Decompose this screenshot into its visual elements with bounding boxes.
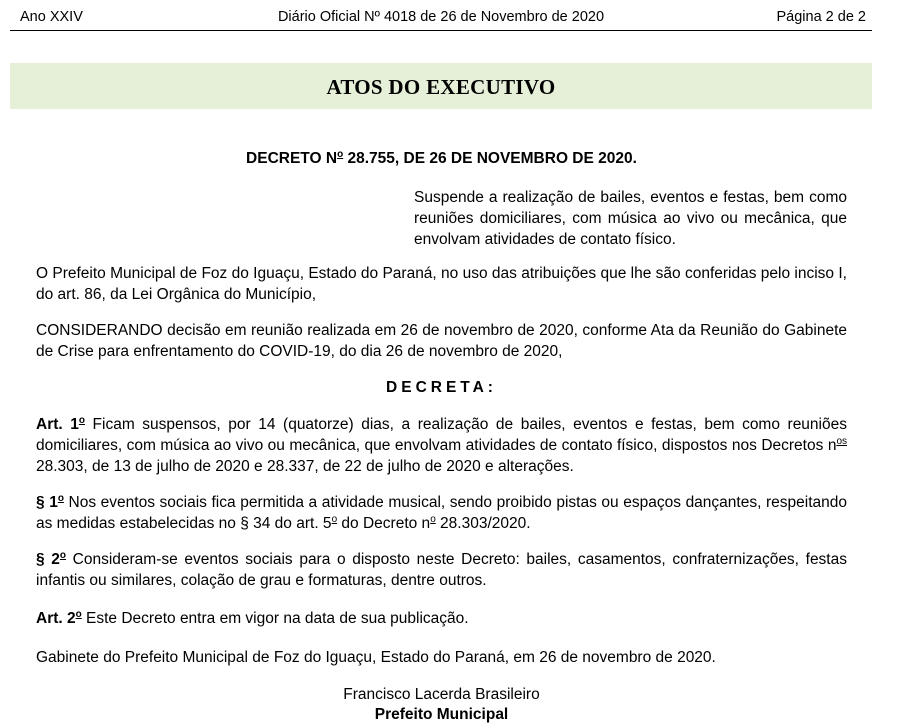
article-1-plural-ordinal: os [836, 436, 847, 447]
paragraph-1-text-a: Nos eventos sociais fica permitida a atividade musical, sendo proibido pistas ou espaços dançantes, respeitando as medidas estabelecidas no § 34 do art. 5 [36, 494, 847, 532]
article-1 [36, 414, 847, 477]
considerando-paragraph: CONSIDERANDO decisão em reunião realizada em 26 de novembro de 2020, conforme Ata da Reunião do Gabinete de Crise para enfrentamento do COVID-19, do dia 26 de novembro de 2020, [36, 322, 847, 360]
paragraph-1-ordinal-3: o [430, 514, 436, 525]
page-header [10, 4, 872, 31]
signatory-name: Francisco Lacerda Brasileiro [343, 686, 540, 703]
paragraph-2-text: Consideram-se eventos sociais para o disposto neste Decreto: bailes, casamentos, confraternizações, festas infantis ou similares, colação de grau e formaturas, dentre outros. [36, 551, 847, 589]
article-2-label: Art. 2$^o$ [36, 609, 82, 627]
header-page-number: Página 2 de 2 [776, 9, 866, 25]
article-1-text-b: 28.303, de 13 de julho de 2020 e 28.337, de 22 de julho de 2020 e alterações. [36, 458, 574, 475]
decree-title [36, 148, 847, 169]
signatory-role: Prefeito Municipal [374, 706, 509, 723]
article-1-label: Art. 1$^o$ [36, 415, 85, 433]
decree-title-prefix: DECRETO N [246, 150, 338, 167]
paragraph-2-label: § 2$^o$ [36, 550, 66, 568]
header-year: Ano XXIV [20, 9, 83, 25]
decree-title-suffix: 28.755, DE 26 DE NOVEMBRO DE 2020. [343, 150, 637, 167]
paragraph-1-text-b: do Decreto n [337, 515, 431, 532]
paragraph-1-ordinal-2: o [331, 514, 338, 525]
paragraph-1-label: § 1$^o$ [36, 493, 64, 511]
paragraph-1 [36, 492, 847, 534]
section-banner: ATOS DO EXECUTIVO [10, 63, 872, 109]
paragraph-2 [36, 549, 847, 591]
decree-title-ordinal: o [337, 149, 344, 160]
paragraph-1-text-c: 28.303/2020. [435, 515, 531, 532]
decreta-heading: DECRETA: [386, 379, 497, 396]
article-2 [36, 608, 847, 629]
header-issue: Diário Oficial Nº 4018 de 26 de Novembro de 2020 [277, 9, 605, 25]
article-2-text: Este Decreto entra em vigor na data de sua publicação. [81, 610, 469, 627]
decree-summary: Suspende a realização de bailes, eventos e festas, bem como reuniões domiciliares, com música ao vivo ou mecânica, que envolvam atividades de contato físico. [414, 189, 847, 248]
preamble-paragraph: O Prefeito Municipal de Foz do Iguaçu, Estado do Paraná, no uso das atribuições que lhe são conferidas pelo inciso I, do art. 86, da Lei Orgânica do Município, [36, 265, 847, 303]
article-1-text-a: Ficam suspensos, por 14 (quatorze) dias, a realização de bailes, eventos e festas, bem como reuniões domiciliares, com música ao vivo ou mecânica, que envolvam atividades de contato físico, dispostos nos Decretos n [36, 416, 847, 454]
closing-paragraph: Gabinete do Prefeito Municipal de Foz do Iguaçu, Estado do Paraná, em 26 de novembro de 2020. [36, 649, 716, 666]
